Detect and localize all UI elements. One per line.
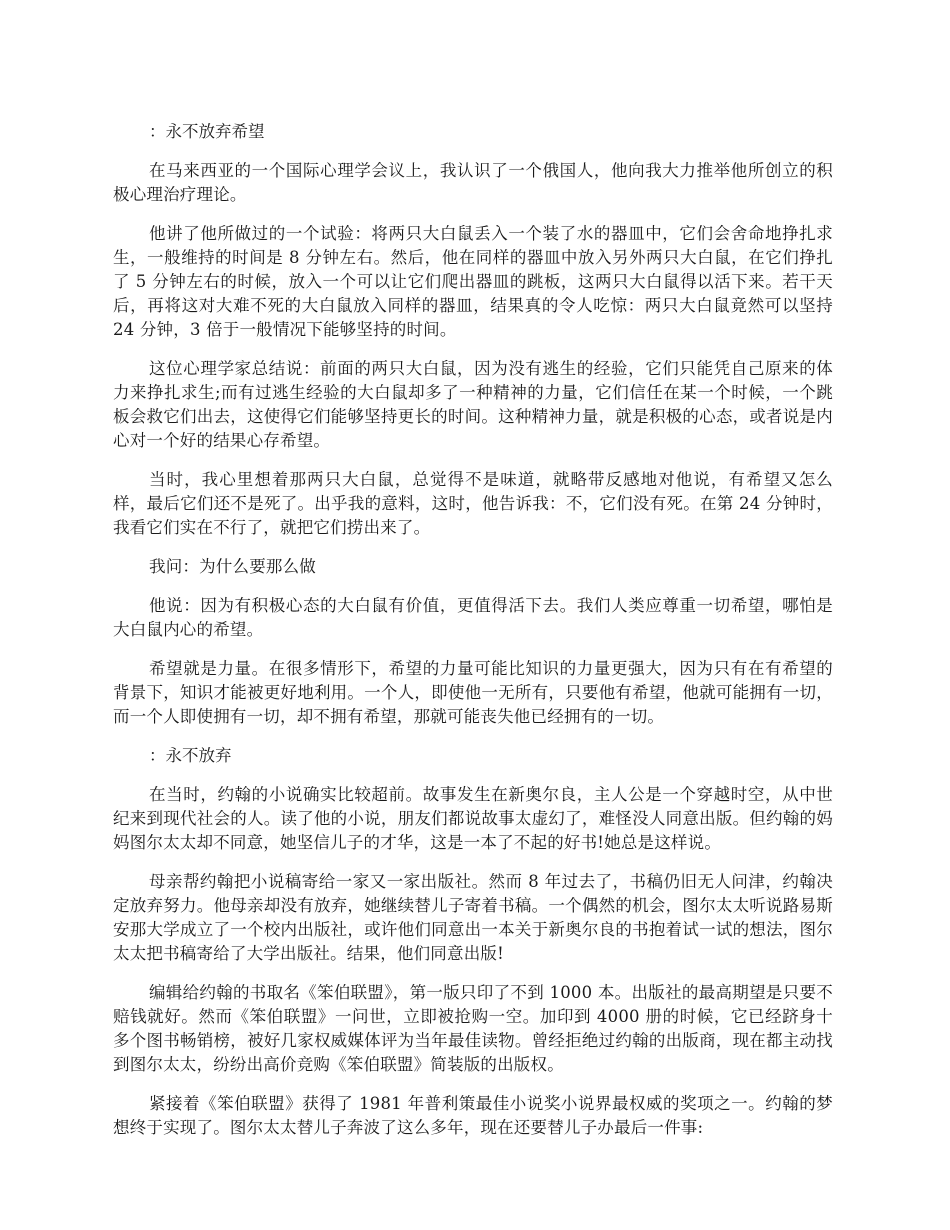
document-page — [113, 120, 833, 1155]
paragraph: 母亲帮约翰把小说稿寄给一家又一家出版社。然而 8 年过去了，书稿仍旧无人问津，约翰决定放弃努力。他母亲却没有放弃，她继续替儿子寄着书稿。一个偶然的机会，图尔太太听说路易斯安那大学成立了一个校内出版社，或许他们同意出一本关于新奥尔良的书抱着试一试的想法，图尔太太把书稿寄给了大学出版社。结果，他们同意出版! — [113, 872, 833, 963]
paragraph: 这位心理学家总结说：前面的两只大白鼠，因为没有逃生的经验，它们只能凭自己原来的体力来挣扎求生;而有过逃生经验的大白鼠却多了一种精神的力量，它们信任在某一个时候，一个跳板会救它们出去，这使得它们能够坚持更长的时间。这种精神力量，就是积极的心态，或者说是内心对一个好的结果心存希望。 — [113, 359, 833, 450]
section-heading-hope: ：永不放弃希望 — [149, 122, 265, 141]
paragraph: 紧接着《笨伯联盟》获得了 1981 年普利策最佳小说奖小说界最权威的奖项之一。约翰的梦想终于实现了。图尔太太替儿子奔波了这么多年，现在还要替儿子办最后一件事: — [113, 1094, 833, 1137]
paragraph: 在当时，约翰的小说确实比较超前。故事发生在新奥尔良，主人公是一个穿越时空，从中世纪来到现代社会的人。读了他的小说，朋友们都说故事太虚幻了，难怪没人同意出版。但约翰的妈妈图尔太太却不同意，她坚信儿子的才华，这是一本了不起的好书!她总是这样说。 — [113, 785, 833, 852]
paragraph: 编辑给约翰的书取名《笨伯联盟》，第一版只印了不到 1000 本。出版社的最高期望是只要不赔钱就好。然而《笨伯联盟》一问世，立即被抢购一空。加印到 4000 册的时候，它已经跻身十多个图书畅销榜，被好几家权威媒体评为当年最佳读物。曾经拒绝过约翰的出版商，现在都主动找到图尔太太，纷纷出高价竞购《笨伯联盟》简装版的出版权。 — [113, 983, 833, 1074]
paragraph: 我问：为什么要那么做 — [149, 557, 316, 576]
paragraph: 希望就是力量。在很多情形下，希望的力量可能比知识的力量更强大，因为只有在有希望的背景下，知识才能被更好地利用。一个人，即使他一无所有，只要他有希望，他就可能拥有一切，而一个人即使拥有一切，却不拥有希望，那就可能丧失他已经拥有的一切。 — [113, 659, 833, 726]
paragraph: 在马来西亚的一个国际心理学会议上，我认识了一个俄国人，他向我大力推举他所创立的积极心理治疗理论。 — [113, 161, 833, 204]
paragraph: 当时，我心里想着那两只大白鼠，总觉得不是味道，就略带反感地对他说，有希望又怎么样，最后它们还不是死了。出乎我的意料，这时，他告诉我：不，它们没有死。在第 24 分钟时，我看它们实在不行了，就把它们捞出来了。 — [113, 470, 833, 537]
paragraph: 他讲了他所做过的一个试验：将两只大白鼠丢入一个装了水的器皿中，它们会舍命地挣扎求生，一般维持的时间是 8 分钟左右。然后，他在同样的器皿中放入另外两只大白鼠，在它们挣扎了 5 分钟左右的时候，放入一个可以让它们爬出器皿的跳板，这两只大白鼠得以活下来。若干天后，再将这对大难不死的大白鼠放入同样的器皿，结果真的令人吃惊：两只大白鼠竟然可以坚持 24 分钟，3 倍于一般情况下能够坚持的时间。 — [113, 224, 833, 339]
paragraph: 他说：因为有积极心态的大白鼠有价值，更值得活下去。我们人类应尊重一切希望，哪怕是大白鼠内心的希望。 — [113, 596, 833, 639]
section-heading-never-give-up: ：永不放弃 — [149, 746, 232, 765]
